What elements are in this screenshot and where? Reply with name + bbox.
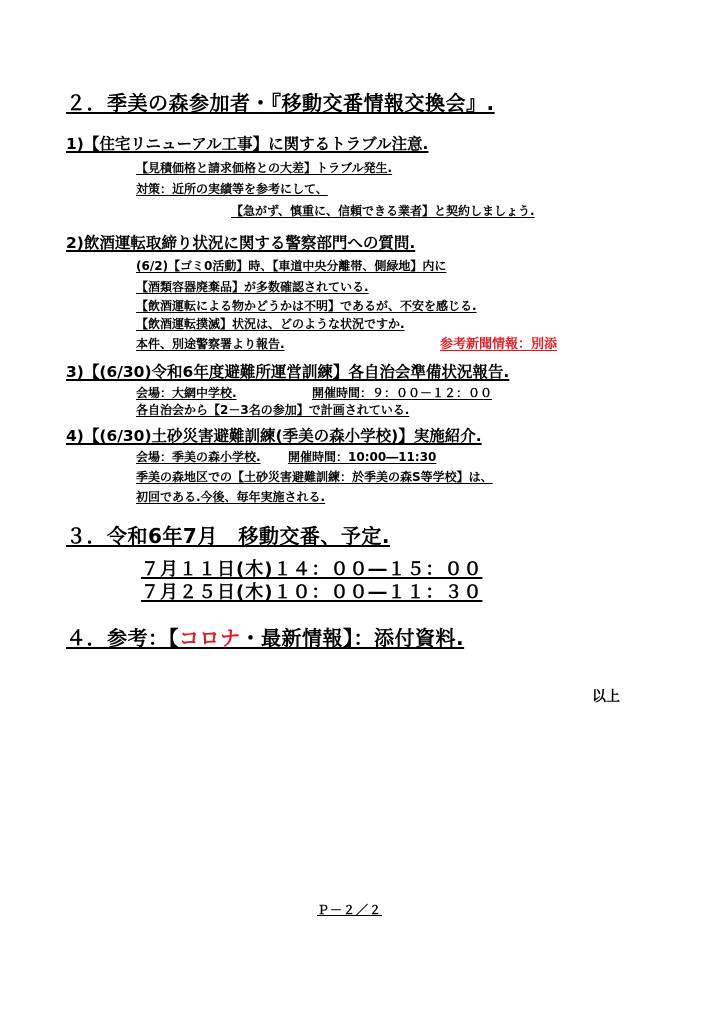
item4-heading: 4)【(6/30)土砂災害避難訓練(季美の森小学校)】実施紹介. [66, 427, 482, 445]
section2-title: ２．季美の森参加者・『移動交番情報交換会』. [66, 91, 495, 115]
item1-line1: 【見積価格と請求価格との大差】トラブル発生. [136, 161, 393, 175]
item2-line4: 【飲酒運転撲滅】状況は、どのような状況ですか. [136, 317, 405, 331]
item4-line2: 季美の森地区での【土砂災害避難訓練：於季美の森S等学校】は、 [136, 470, 493, 484]
newspaper-note: 参考新聞情報：別添 [440, 337, 558, 352]
item2-heading: 2)飲酒運転取締り状況に関する警察部門への質問. [66, 234, 416, 252]
closing-text: 以上 [592, 689, 620, 705]
item4-line3: 初回である.今後、毎年実施される. [136, 490, 326, 504]
item2-line5: 本件、別途警察署より報告. [136, 337, 285, 351]
page-number: Ｐ－２／２ [317, 903, 383, 917]
item2-line3: 【飲酒運転による物かどうかは不明】であるが、不安を感じる. [136, 299, 477, 313]
item3-heading: 3)【(6/30)令和6年度避難所運営訓練】各自治会準備状況報告. [66, 363, 510, 381]
item1-line3: 【急がず、慎重に、信頼できる業者】と契約しましょう. [231, 204, 535, 218]
item4-time: 開催時間：10:00―11:30 [288, 450, 437, 464]
item1-line2: 対策：近所の実績等を参考にして、 [136, 182, 328, 196]
item1-heading: 1)【住宅リニューアル工事】に関するトラブル注意. [66, 135, 429, 153]
section4-suffix: ・最新情報】：添付資料. [240, 626, 465, 650]
item2-line2: 【酒類容器廃棄品】が多数確認されている. [136, 280, 369, 294]
section3-title: ３．令和6年7月 移動交番、予定. [66, 524, 390, 548]
item3-time: 開催時間：９：００－１２：００ [312, 386, 493, 400]
item4-venue: 会場：季美の森小学校. [136, 450, 261, 464]
item3-venue: 会場：大網中学校. [136, 386, 237, 400]
item3-line2: 各自治会から【2－3名の参加】で計画されている. [136, 403, 410, 417]
schedule-date-1: ７月１１日(木)１４：００―１５：００ [141, 559, 483, 580]
schedule-date-2: ７月２５日(木)１０：００―１１：３０ [141, 582, 483, 603]
item2-line1: (6/2)【ゴミ0活動】時、【車道中央分離帯、側緑地】内に [136, 259, 447, 273]
section4-prefix: ４．参考：【 [66, 626, 179, 650]
section4-title [66, 627, 464, 649]
section4-highlight: コロナ [179, 626, 241, 650]
